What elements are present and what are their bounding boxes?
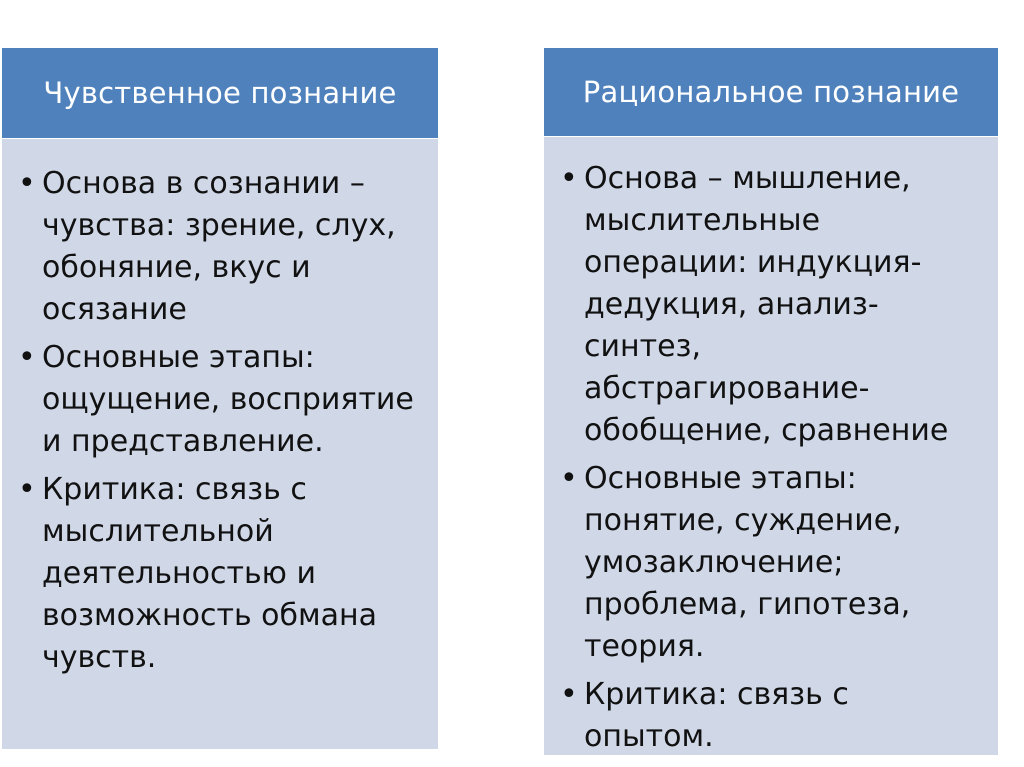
list-item (558, 158, 988, 452)
bullet-dot-icon: • (560, 161, 578, 196)
list-item (558, 674, 988, 758)
bullet-text: Критика: связь с мыслительной деятельностью и возможность обмана чувств. (42, 472, 378, 675)
bullet-dot-icon: • (560, 461, 578, 496)
rational-knowledge-body (544, 137, 998, 755)
rational-knowledge-list (558, 158, 988, 758)
sensory-knowledge-header (2, 48, 438, 138)
bullet-text: Критика: связь с опытом. (584, 677, 849, 754)
list-item (16, 469, 428, 679)
bullet-dot-icon: • (18, 340, 36, 375)
bullet-text: Основа – мышление, мыслительные операции: индукция-дедукция, анализ-синтез, абстрагирование-обобщение, сравнение (584, 161, 949, 448)
bullet-dot-icon: • (18, 166, 36, 201)
list-item (558, 458, 988, 668)
list-item (16, 337, 428, 463)
bullet-text: Основа в сознании – чувства: зрение, слух, обоняние, вкус и осязание (42, 166, 396, 327)
list-item (16, 163, 428, 331)
sensory-knowledge-title: Чувственное познание (43, 76, 397, 110)
sensory-knowledge-list (16, 163, 428, 679)
rational-knowledge-header (544, 48, 998, 136)
sensory-knowledge-body (2, 139, 438, 749)
sensory-knowledge-column (2, 48, 438, 749)
bullet-dot-icon: • (560, 677, 578, 712)
bullet-dot-icon: • (18, 472, 36, 507)
bullet-text: Основные этапы: ощущение, восприятие и представление. (42, 340, 414, 459)
bullet-text: Основные этапы: понятие, суждение, умозаключение; проблема, гипотеза, теория. (584, 461, 911, 664)
rational-knowledge-title: Рациональное познание (582, 75, 960, 109)
rational-knowledge-column (544, 48, 998, 755)
